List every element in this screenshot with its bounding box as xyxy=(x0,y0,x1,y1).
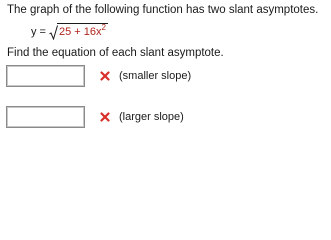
radicand-exponent: 2 xyxy=(101,23,106,32)
radicand-constant: 25 xyxy=(58,26,72,38)
larger-slope-label: (larger slope) xyxy=(119,111,184,123)
answer-row-smaller-slope xyxy=(6,63,191,89)
instruction-text: Find the equation of each slant asymptote. xyxy=(7,47,224,59)
larger-slope-answer-input[interactable] xyxy=(6,106,85,128)
incorrect-x-icon xyxy=(100,112,110,122)
incorrect-x-icon xyxy=(100,71,110,81)
radicand-plus: + xyxy=(74,26,81,38)
smaller-slope-answer-input[interactable] xyxy=(6,65,85,87)
equation-lhs: y = xyxy=(31,26,46,38)
radical-sign-icon xyxy=(49,25,58,39)
problem-statement: The graph of the following function has two slant asymptotes. xyxy=(7,4,319,16)
function-equation xyxy=(31,19,108,39)
radicand xyxy=(57,23,108,39)
radicand-term: 16x xyxy=(83,26,102,38)
answer-row-larger-slope xyxy=(6,104,184,130)
square-root-expression xyxy=(49,23,108,39)
smaller-slope-label: (smaller slope) xyxy=(119,70,192,82)
